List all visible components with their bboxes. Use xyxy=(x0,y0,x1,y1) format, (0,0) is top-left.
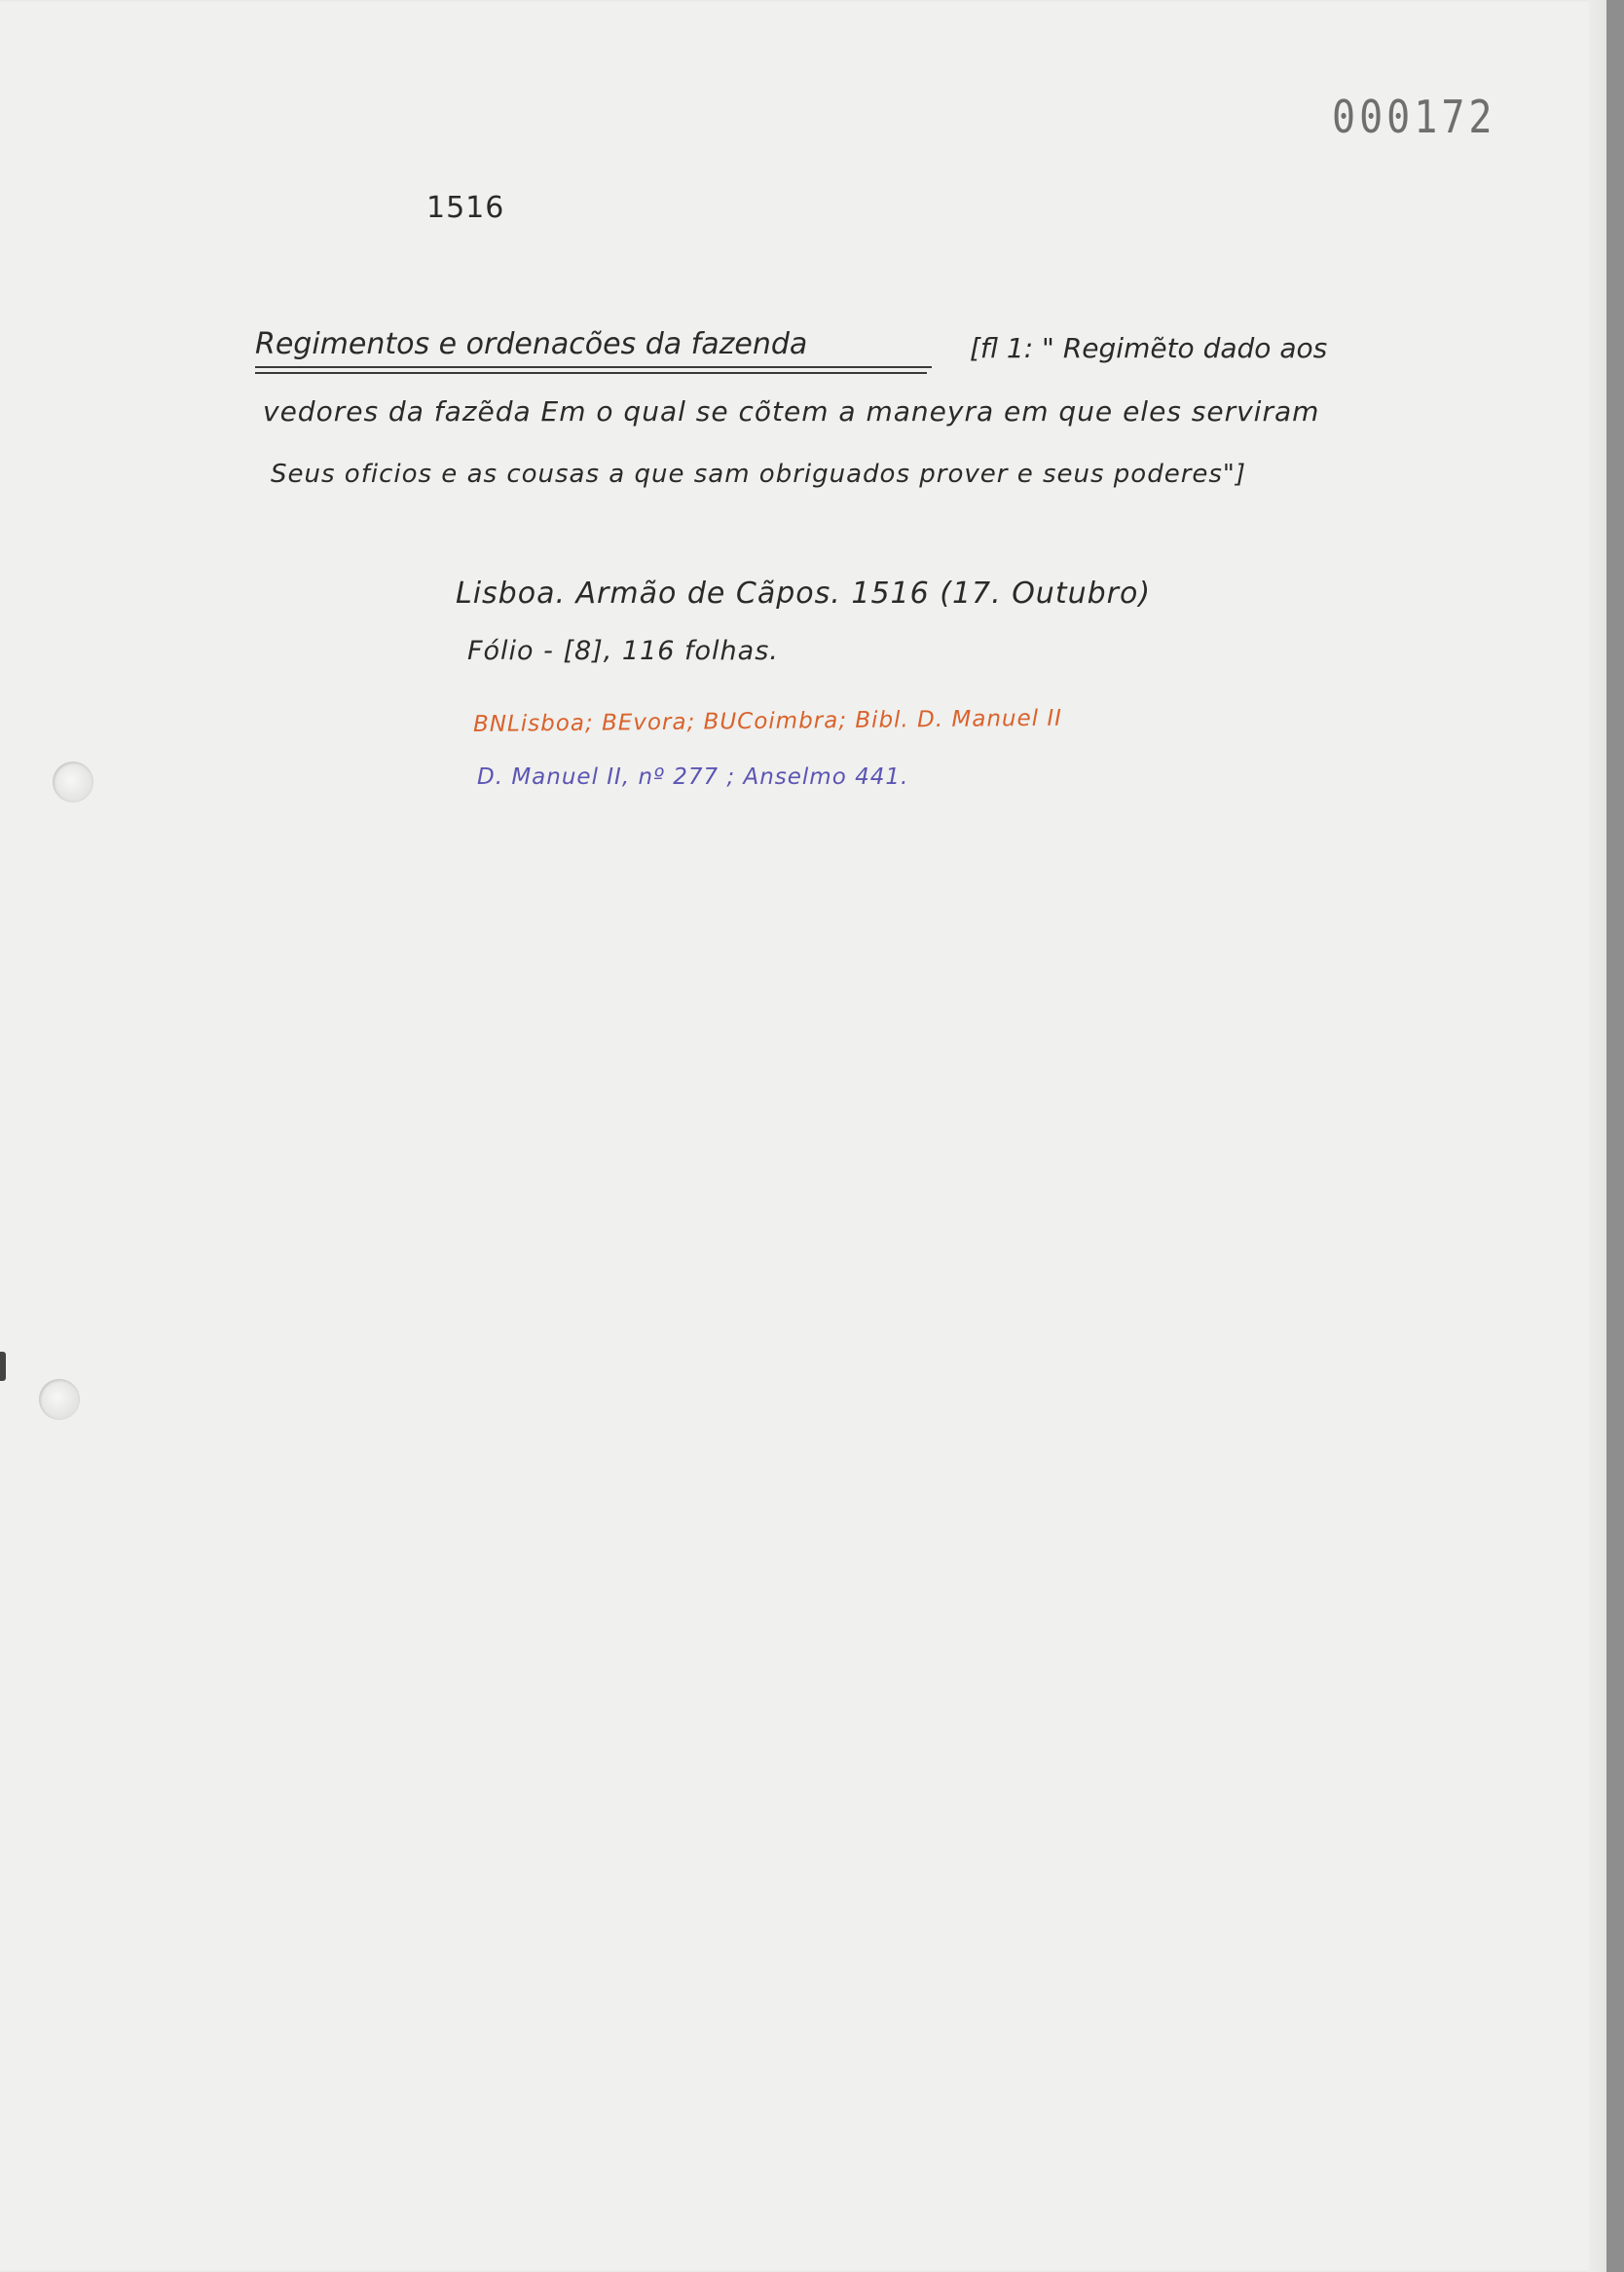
title-underline xyxy=(255,366,932,368)
library-locations: BNLisboa; BEvora; BUCoimbra; Bibl. D. Manuel II xyxy=(472,705,1063,737)
punch-hole-top xyxy=(53,762,93,802)
title-double-underline xyxy=(255,372,927,374)
year-heading: 1516 xyxy=(426,191,505,225)
edge-mark xyxy=(0,1352,6,1381)
folio-quote-start: [fl 1: " Regimẽto dado aos xyxy=(970,332,1328,364)
title-block xyxy=(255,327,807,361)
bibliographic-references: D. Manuel II, nº 277 ; Anselmo 441. xyxy=(477,764,909,790)
imprint-line: Lisboa. Armão de Cãpos. 1516 (17. Outubro) xyxy=(456,577,1152,611)
format-line: Fólio - [8], 116 folhas. xyxy=(467,636,779,666)
folio-quote-line-2: vedores da fazẽda Em o qual se cõtem a maneyra em que eles serviram xyxy=(263,395,1320,428)
punch-hole-bottom xyxy=(39,1379,80,1420)
document-title: Regimentos e ordenacões da fazenda xyxy=(255,327,808,361)
folio-quote-line-3: Seus oficios e as cousas a que sam obriguados prover e seus poderes"] xyxy=(271,460,1247,489)
archive-stamp-number: 000172 xyxy=(1332,92,1496,144)
